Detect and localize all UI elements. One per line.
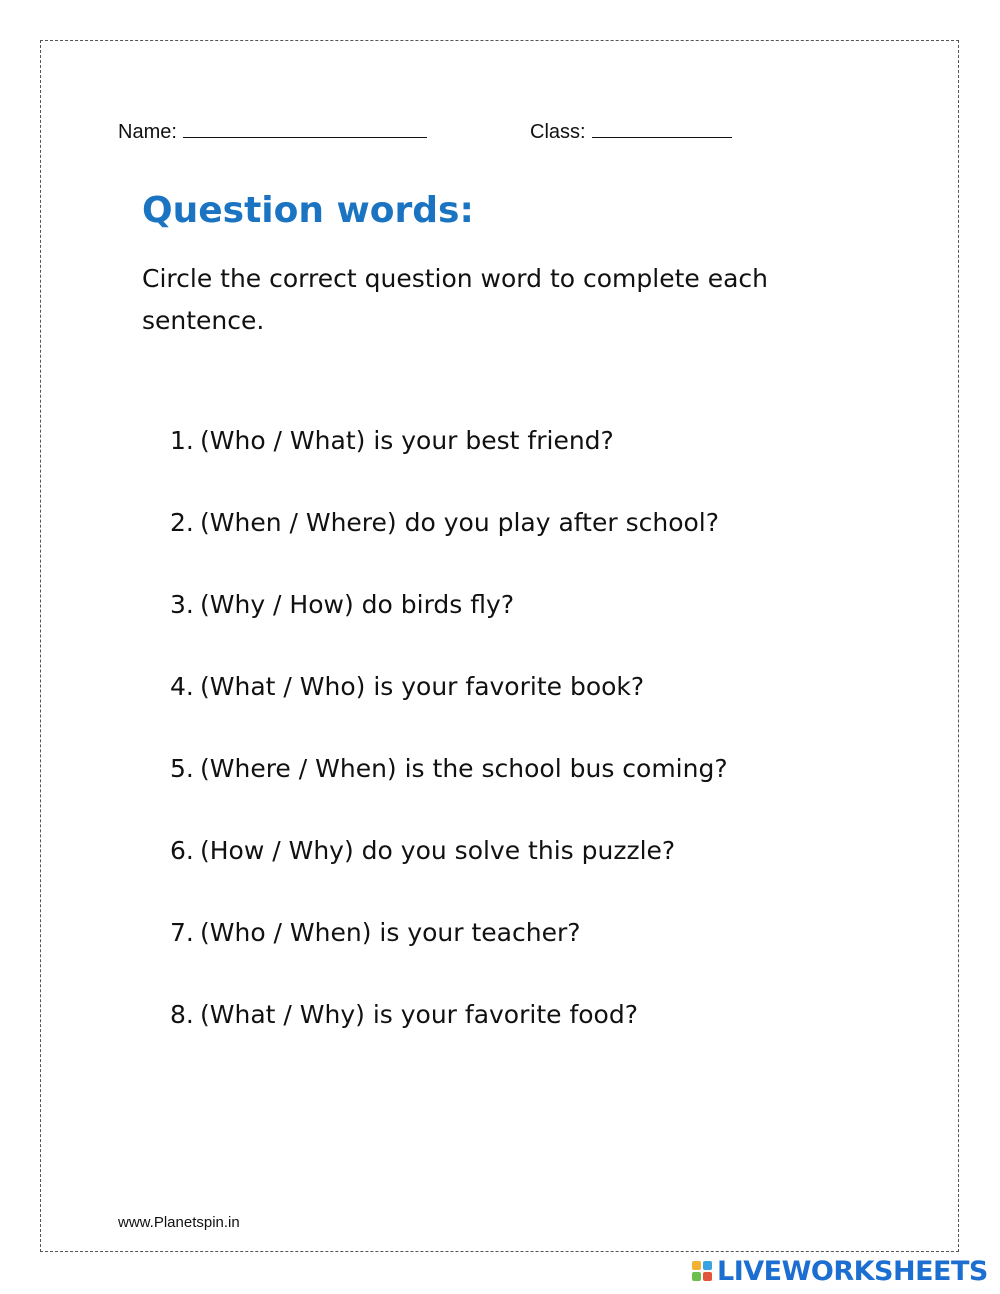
footer-url: www.Planetspin.in (118, 1214, 240, 1231)
class-label: Class: (530, 121, 586, 143)
question-text: (Who / What) is your best friend? (200, 426, 614, 455)
question-text: (When / Where) do you play after school? (200, 508, 719, 537)
name-label: Name: (118, 121, 177, 143)
question-number: 4. (170, 672, 194, 701)
question-item[interactable] (170, 994, 728, 1076)
question-text: (What / Why) is your favorite food? (200, 1000, 638, 1029)
question-text: (Who / When) is your teacher? (200, 918, 581, 947)
liveworksheets-logo-text: LIVEWORKSHEETS (717, 1255, 988, 1287)
question-number: 6. (170, 836, 194, 865)
liveworksheets-logo-icon (692, 1261, 712, 1281)
question-number: 5. (170, 754, 194, 783)
instructions-text: Circle the correct question word to complete each sentence. (142, 264, 769, 335)
class-field (530, 121, 732, 144)
question-text: (Why / How) do birds fly? (200, 590, 515, 619)
class-blank-line[interactable] (592, 121, 732, 138)
question-text: (How / Why) do you solve this puzzle? (200, 836, 676, 865)
question-number: 1. (170, 426, 194, 455)
question-number: 3. (170, 590, 194, 619)
worksheet-title: Question words: (142, 190, 474, 231)
question-number: 7. (170, 918, 194, 947)
question-item[interactable] (170, 912, 728, 994)
question-text: (Where / When) is the school bus coming? (200, 754, 728, 783)
question-item[interactable] (170, 584, 728, 666)
question-number: 8. (170, 1000, 194, 1029)
liveworksheets-logo[interactable] (692, 1256, 988, 1286)
question-item[interactable] (170, 830, 728, 912)
name-field (118, 121, 427, 144)
question-number: 2. (170, 508, 194, 537)
question-item[interactable] (170, 420, 728, 502)
question-item[interactable] (170, 748, 728, 830)
question-text: (What / Who) is your favorite book? (200, 672, 645, 701)
question-item[interactable] (170, 666, 728, 748)
question-list (170, 420, 728, 1076)
question-item[interactable] (170, 502, 728, 584)
name-blank-line[interactable] (183, 121, 427, 138)
